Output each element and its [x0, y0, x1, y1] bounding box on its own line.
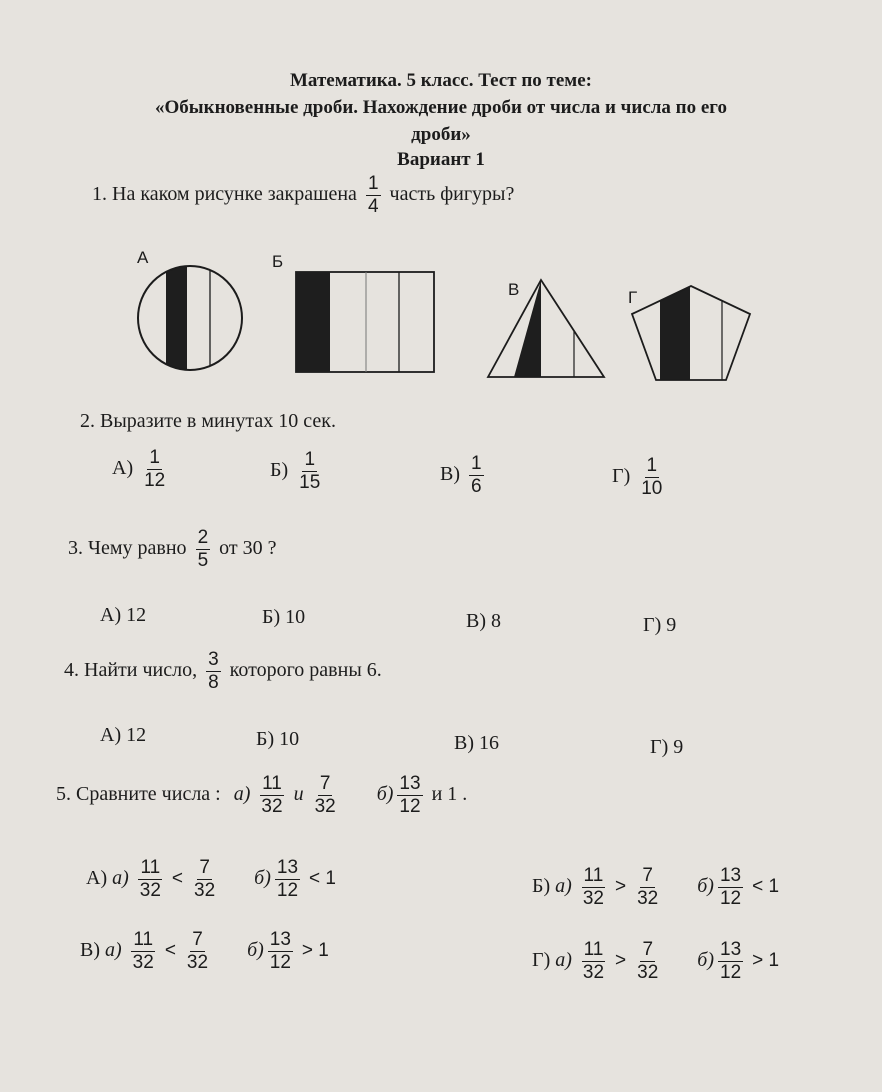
fraction-denominator: 32: [194, 879, 216, 901]
question-5: [56, 774, 467, 817]
q2-option-b: [270, 450, 326, 493]
option-fraction: [142, 448, 167, 491]
comparison-sign: <: [171, 868, 184, 890]
question-5-text-end: и 1 .: [431, 783, 468, 806]
option-fraction: [131, 930, 156, 973]
question-4-text-end: которого равны 6.: [229, 659, 382, 682]
fraction-numerator: 13: [719, 865, 742, 886]
fraction-11-32: [259, 774, 284, 817]
fraction-denominator: 4: [367, 195, 379, 217]
fraction-numerator: 3: [208, 649, 219, 670]
part-a-label: а): [555, 949, 572, 972]
and-word: и: [293, 783, 304, 806]
fraction-denominator: 12: [719, 887, 742, 909]
q5-option-v: [80, 930, 329, 973]
fraction-numerator: 11: [262, 773, 282, 794]
q4-option-v: В) 16: [454, 732, 499, 754]
question-3-text: 3. Чему равно: [68, 537, 187, 560]
q3-option-b: Б) 10: [262, 606, 306, 628]
fraction-denominator: 32: [582, 887, 604, 909]
fraction-13-12: [397, 774, 422, 817]
figure-label-g: Г: [628, 288, 638, 307]
question-4-text: 4. Найти число,: [64, 659, 198, 682]
fraction-denominator: 12: [276, 879, 299, 901]
option-fraction: [635, 866, 660, 909]
part-b-label: б): [254, 867, 271, 890]
q2-option-g: [612, 456, 668, 499]
fraction-denominator: 12: [144, 469, 166, 491]
q4-option-a: А) 12: [100, 724, 147, 746]
q4-option-b: Б) 10: [256, 728, 300, 750]
q3-option-v: В) 8: [466, 610, 501, 632]
option-fraction: [268, 930, 293, 973]
option-label: В): [440, 463, 460, 486]
fraction-numerator: 13: [269, 929, 291, 950]
option-fraction: [138, 858, 163, 901]
q5-option-b: [532, 866, 779, 909]
q2-option-a: [112, 448, 171, 491]
q5-option-a: [86, 858, 336, 901]
figure-label-a: А: [137, 248, 149, 267]
comparison-with-one: > 1: [752, 950, 780, 972]
question-3-text-end: от 30 ?: [219, 537, 277, 560]
fraction-numerator: 13: [399, 773, 421, 794]
fraction-denominator: 15: [299, 471, 321, 493]
part-a-label: а): [233, 783, 251, 806]
option-label: Б): [270, 459, 289, 482]
figure-a-circle: [130, 262, 250, 374]
figure-b-rectangle: [292, 268, 440, 376]
fraction-numerator: 1: [149, 447, 160, 468]
question-3: [68, 528, 277, 571]
question-1-fraction: [366, 174, 381, 217]
option-fraction: [635, 940, 660, 983]
part-b-label: б): [247, 939, 264, 962]
fraction-numerator: 7: [319, 773, 331, 794]
option-fraction: [581, 940, 606, 983]
option-fraction: [192, 858, 217, 901]
q3-option-a: А) 12: [100, 604, 147, 626]
fraction-numerator: 11: [133, 929, 154, 950]
figure-v-triangle: [484, 276, 608, 380]
fraction-denominator: 32: [314, 795, 336, 817]
option-fraction: [185, 930, 210, 973]
option-label: А): [112, 457, 134, 480]
fraction-numerator: 11: [583, 865, 604, 886]
q5-option-g: [532, 940, 779, 983]
fraction-numerator: 7: [199, 857, 210, 878]
option-fraction: [581, 866, 606, 909]
part-a-label: а): [105, 939, 122, 962]
fraction-numerator: 13: [720, 939, 742, 960]
option-label: В): [80, 939, 100, 962]
fraction-numerator: 7: [192, 929, 203, 950]
comparison-sign: <: [164, 940, 176, 962]
fraction-denominator: 6: [471, 475, 482, 497]
q4-option-g: Г) 9: [650, 736, 684, 758]
option-label: А): [86, 867, 108, 890]
fraction-numerator: 1: [367, 173, 379, 194]
fraction-numerator: 1: [304, 449, 316, 470]
fraction-numerator: 11: [140, 857, 161, 878]
variant-label: Вариант 1: [397, 149, 485, 170]
fraction-denominator: 32: [637, 887, 659, 909]
option-fraction: [718, 940, 743, 983]
option-fraction: [718, 866, 743, 909]
fraction-numerator: 7: [642, 865, 653, 886]
option-label: Б): [532, 875, 551, 898]
fraction-numerator: 1: [471, 453, 482, 474]
figure-label-v: В: [508, 280, 520, 299]
comparison-with-one: < 1: [309, 868, 336, 890]
title-line-3: дроби»: [411, 124, 471, 145]
fraction-denominator: 12: [269, 951, 291, 973]
fraction-denominator: 32: [582, 961, 605, 983]
figure-label-b: Б: [272, 252, 284, 271]
comparison-sign: >: [615, 950, 627, 972]
part-a-label: а): [555, 875, 572, 898]
figure-g-pentagon: [628, 282, 754, 384]
fraction-numerator: 11: [583, 939, 604, 960]
option-label: Г): [612, 465, 631, 488]
question-4-fraction: [206, 650, 221, 693]
fraction-numerator: 2: [197, 527, 209, 548]
question-1-text: 1. На каком рисунке закрашена: [92, 183, 357, 206]
option-fraction: [639, 456, 664, 499]
part-b-label: б): [697, 875, 714, 898]
question-3-fraction: [196, 528, 211, 571]
question-2-text: 2. Выразите в минутах 10 сек.: [80, 410, 336, 432]
comparison-sign: >: [614, 876, 627, 898]
q2-option-v: [440, 454, 488, 497]
fraction-denominator: 32: [637, 961, 659, 983]
title-line-2: «Обыкновенные дроби. Нахождение дроби от числа и числа по его: [155, 97, 727, 118]
fraction-denominator: 32: [261, 795, 283, 817]
fraction-denominator: 5: [197, 549, 209, 571]
fraction-denominator: 10: [641, 477, 663, 499]
option-label: Г): [532, 949, 551, 972]
question-4: [64, 650, 382, 693]
comparison-with-one: > 1: [301, 940, 329, 962]
fraction-denominator: 32: [186, 951, 209, 973]
option-fraction: [469, 454, 484, 497]
question-1-text-end: часть фигуры?: [389, 183, 515, 206]
comparison-with-one: < 1: [752, 876, 780, 898]
part-b-label: б): [376, 783, 394, 806]
fraction-denominator: 12: [399, 795, 421, 817]
fraction-denominator: 12: [720, 961, 742, 983]
fraction-denominator: 32: [132, 951, 154, 973]
fraction-denominator: 32: [139, 879, 161, 901]
part-a-label: а): [112, 867, 129, 890]
question-5-text: 5. Сравните числа :: [56, 783, 221, 806]
part-b-label: б): [697, 949, 715, 972]
q3-option-g: Г) 9: [643, 614, 677, 636]
fraction-7-32: [313, 774, 338, 817]
option-fraction: [275, 858, 300, 901]
fraction-numerator: 13: [276, 857, 299, 878]
fraction-numerator: 1: [646, 455, 658, 476]
question-1: [92, 174, 514, 217]
fraction-denominator: 8: [208, 671, 219, 693]
option-fraction: [297, 450, 322, 493]
title-line-1: Математика. 5 класс. Тест по теме:: [290, 70, 592, 91]
fraction-numerator: 7: [642, 939, 654, 960]
